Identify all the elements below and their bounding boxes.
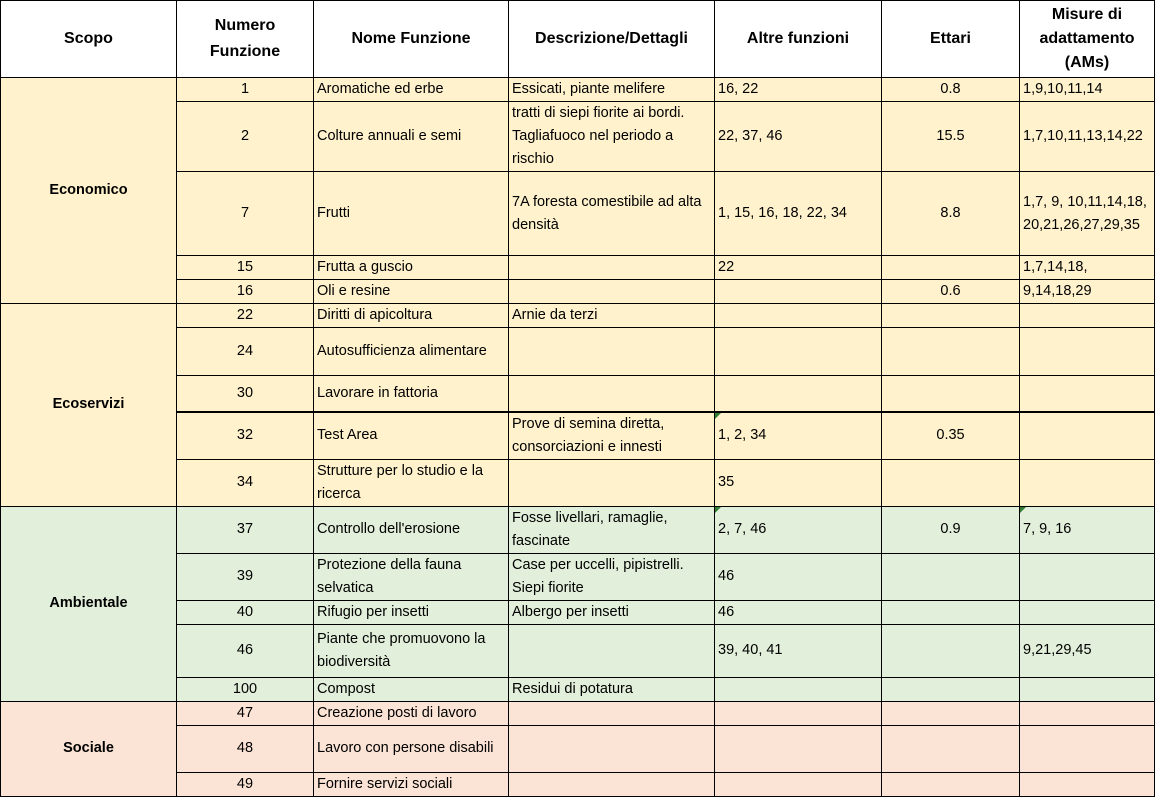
- cell-nome: Aromatiche ed erbe: [314, 78, 509, 102]
- cell-ams: [1020, 600, 1155, 624]
- cell-altre: 16, 22: [715, 78, 882, 102]
- cell-nome: Test Area: [314, 412, 509, 460]
- cell-nome: Lavoro con persone disabili: [314, 725, 509, 772]
- cell-nome: Creazione posti di lavoro: [314, 701, 509, 725]
- cell-descrizione: Fosse livellari, ramaglie, fascinate: [509, 506, 715, 553]
- header-altre: Altre funzioni: [715, 1, 882, 78]
- cell-nome: Rifugio per insetti: [314, 600, 509, 624]
- cell-nome: Frutti: [314, 172, 509, 256]
- header-scopo: Scopo: [1, 1, 177, 78]
- cell-ettari: 0.35: [882, 412, 1020, 460]
- cell-ettari: 8.8: [882, 172, 1020, 256]
- cell-nome: Colture annuali e semi: [314, 102, 509, 172]
- table-row: [1, 701, 1155, 725]
- cell-ams: [1020, 772, 1155, 796]
- cell-ettari: [882, 304, 1020, 328]
- header-numero: Numero Funzione: [177, 1, 314, 78]
- scope-cell: Ecoservizi: [1, 304, 177, 507]
- table-row: [1, 506, 1155, 553]
- cell-nome: Diritti di apicoltura: [314, 304, 509, 328]
- cell-descrizione: [509, 701, 715, 725]
- cell-ettari: 0.8: [882, 78, 1020, 102]
- cell-numero: 37: [177, 506, 314, 553]
- cell-ams: [1020, 553, 1155, 600]
- cell-numero: 1: [177, 78, 314, 102]
- cell-ams: [1020, 328, 1155, 376]
- cell-altre: 46: [715, 600, 882, 624]
- cell-altre: 22, 37, 46: [715, 102, 882, 172]
- cell-ams: [1020, 459, 1155, 506]
- cell-numero: 40: [177, 600, 314, 624]
- cell-ettari: [882, 553, 1020, 600]
- cell-ettari: [882, 772, 1020, 796]
- cell-altre: 1, 2, 34: [715, 412, 882, 460]
- cell-ams: 1,7, 9, 10,11,14,18,20,21,26,27,29,35: [1020, 172, 1155, 256]
- cell-altre: [715, 772, 882, 796]
- cell-ams: 1,7,10,11,13,14,22: [1020, 102, 1155, 172]
- cell-nome: Oli e resine: [314, 280, 509, 304]
- header-descrizione: Descrizione/Dettagli: [509, 1, 715, 78]
- cell-ams: 9,21,29,45: [1020, 624, 1155, 677]
- cell-numero: 48: [177, 725, 314, 772]
- cell-ams: 9,14,18,29: [1020, 280, 1155, 304]
- cell-nome: Autosufficienza alimentare: [314, 328, 509, 376]
- cell-numero: 7: [177, 172, 314, 256]
- cell-nome: Protezione della fauna selvatica: [314, 553, 509, 600]
- cell-descrizione: [509, 280, 715, 304]
- cell-descrizione: [509, 624, 715, 677]
- header-ettari: Ettari: [882, 1, 1020, 78]
- cell-descrizione: Case per uccelli, pipistrelli. Siepi fiorite: [509, 553, 715, 600]
- cell-numero: 16: [177, 280, 314, 304]
- cell-descrizione: [509, 376, 715, 412]
- cell-ettari: [882, 328, 1020, 376]
- cell-ettari: [882, 256, 1020, 280]
- cell-nome: Strutture per lo studio e la ricerca: [314, 459, 509, 506]
- cell-descrizione: Essicati, piante melifere: [509, 78, 715, 102]
- scope-cell: Ambientale: [1, 506, 177, 701]
- cell-ettari: [882, 624, 1020, 677]
- cell-numero: 34: [177, 459, 314, 506]
- cell-nome: Lavorare in fattoria: [314, 376, 509, 412]
- cell-ettari: 0.6: [882, 280, 1020, 304]
- cell-altre: [715, 280, 882, 304]
- cell-altre: 39, 40, 41: [715, 624, 882, 677]
- cell-ettari: [882, 600, 1020, 624]
- cell-ettari: [882, 459, 1020, 506]
- cell-ams: [1020, 412, 1155, 460]
- cell-ams: [1020, 725, 1155, 772]
- cell-ams: [1020, 701, 1155, 725]
- cell-nome: Frutta a guscio: [314, 256, 509, 280]
- cell-ettari: [882, 701, 1020, 725]
- cell-descrizione: Prove di semina diretta, consorciazioni e innesti: [509, 412, 715, 460]
- scope-cell: Economico: [1, 78, 177, 304]
- cell-descrizione: [509, 772, 715, 796]
- cell-nome: Compost: [314, 677, 509, 701]
- cell-ettari: 15.5: [882, 102, 1020, 172]
- cell-altre: [715, 376, 882, 412]
- cell-ams: 7, 9, 16: [1020, 506, 1155, 553]
- cell-numero: 47: [177, 701, 314, 725]
- cell-descrizione: [509, 725, 715, 772]
- cell-altre: [715, 701, 882, 725]
- table-row: [1, 304, 1155, 328]
- cell-ams: [1020, 677, 1155, 701]
- cell-descrizione: Albergo per insetti: [509, 600, 715, 624]
- cell-descrizione: tratti di siepi fiorite ai bordi. Tagliafuoco nel periodo a rischio: [509, 102, 715, 172]
- cell-numero: 39: [177, 553, 314, 600]
- cell-descrizione: 7A foresta comestibile ad alta densità: [509, 172, 715, 256]
- cell-numero: 30: [177, 376, 314, 412]
- cell-altre: 22: [715, 256, 882, 280]
- cell-numero: 24: [177, 328, 314, 376]
- cell-numero: 32: [177, 412, 314, 460]
- cell-numero: 46: [177, 624, 314, 677]
- cell-descrizione: Residui di potatura: [509, 677, 715, 701]
- cell-ams: [1020, 304, 1155, 328]
- cell-descrizione: [509, 256, 715, 280]
- cell-numero: 22: [177, 304, 314, 328]
- cell-ams: [1020, 376, 1155, 412]
- cell-numero: 15: [177, 256, 314, 280]
- cell-altre: 1, 15, 16, 18, 22, 34: [715, 172, 882, 256]
- cell-altre: [715, 328, 882, 376]
- cell-altre: [715, 725, 882, 772]
- cell-numero: 2: [177, 102, 314, 172]
- cell-ettari: [882, 376, 1020, 412]
- cell-descrizione: [509, 328, 715, 376]
- cell-altre: [715, 304, 882, 328]
- cell-ams: 1,9,10,11,14: [1020, 78, 1155, 102]
- cell-descrizione: Arnie da terzi: [509, 304, 715, 328]
- cell-altre: 2, 7, 46: [715, 506, 882, 553]
- cell-ettari: [882, 725, 1020, 772]
- cell-nome: Fornire servizi sociali: [314, 772, 509, 796]
- cell-ettari: 0.9: [882, 506, 1020, 553]
- cell-numero: 100: [177, 677, 314, 701]
- cell-ams: 1,7,14,18,: [1020, 256, 1155, 280]
- cell-ettari: [882, 677, 1020, 701]
- cell-altre: 35: [715, 459, 882, 506]
- header-nome: Nome Funzione: [314, 1, 509, 78]
- scope-cell: Sociale: [1, 701, 177, 796]
- header-misure: Misure di adattamento (AMs): [1020, 1, 1155, 78]
- cell-nome: Piante che promuovono la biodiversità: [314, 624, 509, 677]
- cell-altre: [715, 677, 882, 701]
- cell-altre: 46: [715, 553, 882, 600]
- cell-numero: 49: [177, 772, 314, 796]
- cell-descrizione: [509, 459, 715, 506]
- header-row: [1, 1, 1155, 78]
- cell-nome: Controllo dell'erosione: [314, 506, 509, 553]
- table-row: [1, 78, 1155, 102]
